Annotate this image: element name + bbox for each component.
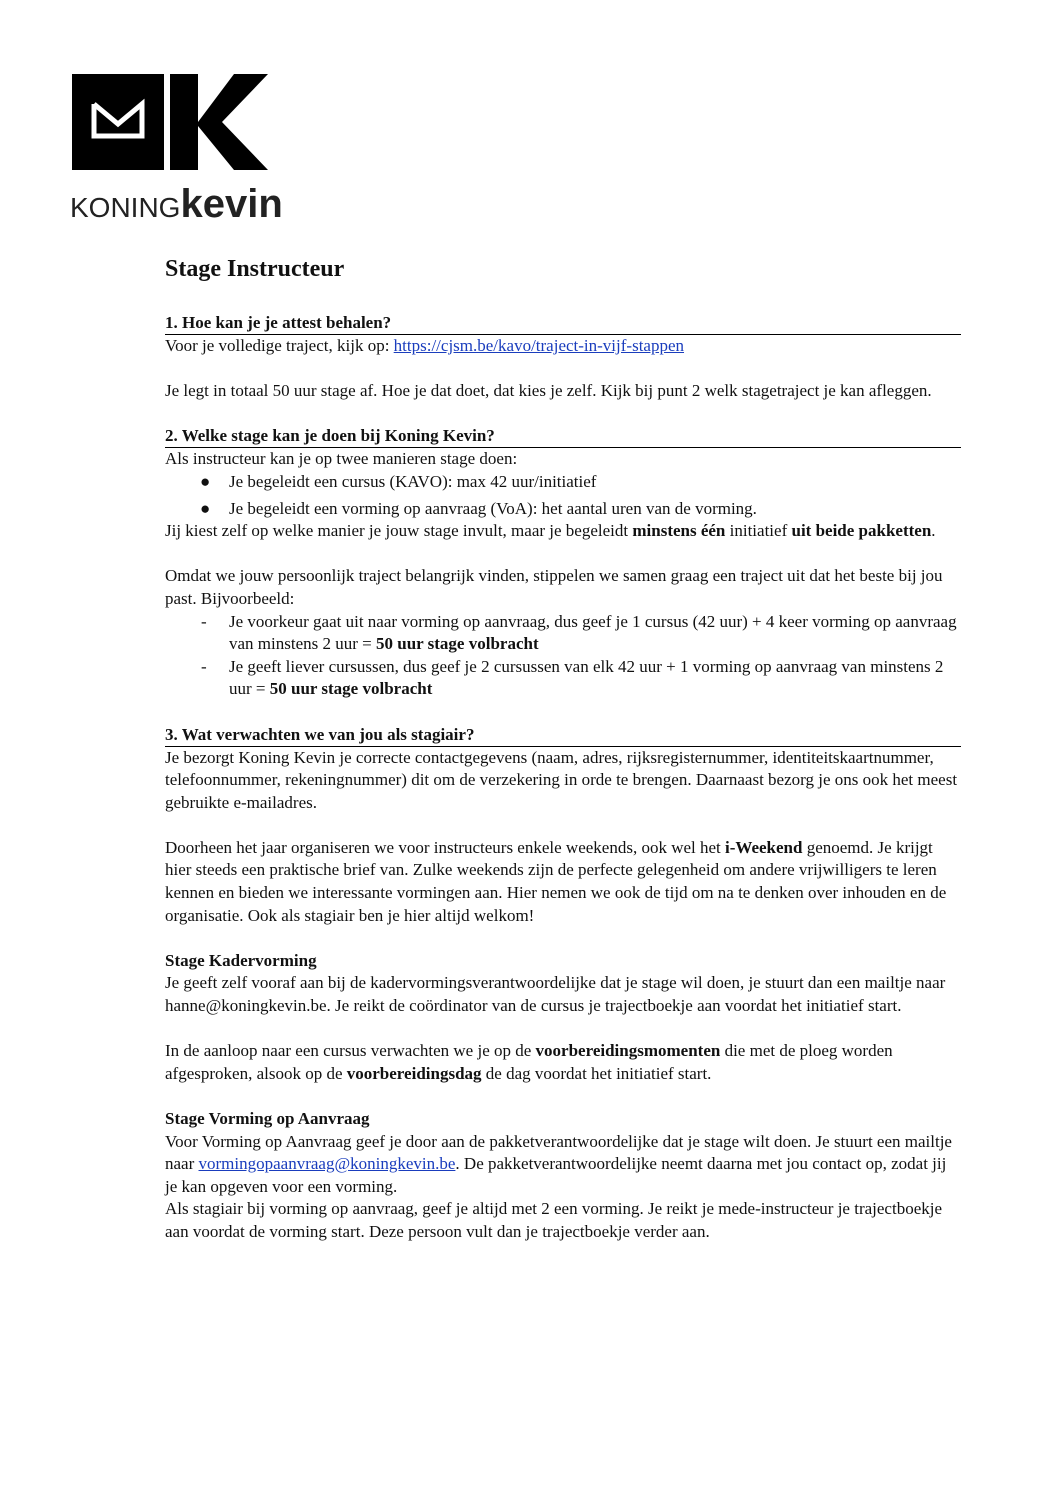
example-text: Je geeft liever cursussen, dus geef je 2 cursussen van elk 42 uur + 1 vorming op aanvraag van minstens 2 uur =	[229, 656, 944, 699]
kader-bold-a: voorbereidingsmomenten	[535, 1041, 721, 1061]
example-bold: 50 uur stage volbracht	[376, 634, 539, 654]
section-2-paragraph-choice	[165, 520, 961, 543]
choice-text-c: .	[931, 521, 936, 541]
kader-text-c: de dag voordat het initiatief start.	[481, 1063, 712, 1083]
document-body	[165, 254, 961, 1244]
logo-word-kevin: kevin	[180, 182, 283, 226]
choice-bold-a: minstens één	[632, 521, 726, 541]
voa-email-link[interactable]: vormingopaanvraag@koningkevin.be	[198, 1154, 456, 1174]
voa-text-b: . De pakketverantwoordelijke neemt daarna met jou contact op, zodat jij je kan opgeven voor een vorming.	[165, 1154, 947, 1196]
section-2-heading: 2. Welke stage kan je doen bij Koning Kevin?	[165, 425, 961, 448]
section-2-intro: Als instructeur kan je op twee manieren stage doen:	[165, 449, 518, 469]
section-3-paragraph-1: Je bezorgt Koning Kevin je correcte contactgegevens (naam, adres, rijksregisternummer, identiteitskaartnummer, telefoonnummer, rekeningnummer) dit om de verzekering in orde te brengen. Daarnaast bezorg je ons ook het meest gebruikte e-mailadres.	[165, 747, 958, 812]
voa-heading: Stage Vorming op Aanvraag	[165, 1109, 370, 1128]
section-1-paragraph-2: Je legt in totaal 50 uur stage af. Hoe je dat doet, dat kies je zelf. Kijk bij punt 2 welk stagetraject je kan afleggen.	[165, 381, 932, 401]
stage-options-list	[165, 471, 961, 520]
bullet-text: Je begeleidt een cursus (KAVO): max 42 uur/initiatief	[229, 471, 597, 491]
dash-icon: -	[201, 656, 207, 676]
logo-word-koning: KONING	[70, 192, 181, 223]
section-1-link-prefix: Voor je volledige traject, kijk op:	[165, 336, 394, 355]
example-bold: 50 uur stage volbracht	[269, 679, 433, 699]
list-item	[165, 611, 961, 656]
kadervorming-paragraph-2	[165, 1040, 961, 1085]
traject-link[interactable]: https://cjsm.be/kavo/traject-in-vijf-stappen	[393, 336, 685, 355]
choice-text-b: initiatief	[725, 521, 792, 541]
kader-bold-b: voorbereidingsdag	[346, 1063, 482, 1083]
weekend-bold: i-Weekend	[725, 837, 803, 857]
list-item	[165, 498, 961, 521]
voa-text-a: Voor Vorming op Aanvraag geef je door aan de pakketverantwoordelijke dat je stage wilt doen. Je stuurt een mailtje naar	[165, 1131, 952, 1174]
weekend-text-a: Doorheen het jaar organiseren we voor instructeurs enkele weekends, ook wel het	[165, 837, 726, 857]
list-item	[165, 471, 961, 494]
section-3-heading: 3. Wat verwachten we van jou als stagiair?	[165, 724, 961, 747]
voa-paragraph-1	[165, 1131, 961, 1199]
section-1-heading: 1. Hoe kan je je attest behalen?	[165, 312, 961, 335]
kader-text-a: In de aanloop naar een cursus verwachten we je op de	[165, 1041, 536, 1061]
example-text: Je voorkeur gaat uit naar vorming op aanvraag, dus geef je 1 cursus (42 uur) + 4 keer vorming op aanvraag van minstens 2 uur =	[229, 611, 957, 654]
bullet-icon: ●	[200, 471, 211, 491]
choice-bold-b: uit beide pakketten	[791, 521, 932, 541]
kader-text-b: die met de ploeg worden afgesproken, alsook op de	[165, 1041, 893, 1083]
dash-icon: -	[201, 611, 207, 631]
example-list	[165, 611, 961, 701]
bullet-icon: ●	[200, 498, 211, 518]
list-item	[165, 656, 961, 701]
kadervorming-paragraph-1: Je geeft zelf vooraf aan bij de kadervormingsverantwoordelijke dat je stage wil doen, je stuurt dan een mailtje naar hanne@koningkevin.be. Je reikt de coördinator van de cursus je trajectboekje aan voordat het initiatief start.	[165, 973, 946, 1016]
voa-paragraph-2: Als stagiair bij vorming op aanvraag, geef je altijd met 2 een vorming. Je reikt je mede-instructeur je trajectboekje aan voordat de vorming start. Deze persoon vult dan je trajectboekje verder aan.	[165, 1199, 943, 1241]
section-1-paragraph-1	[165, 335, 961, 358]
page-title: Stage Instructeur	[165, 256, 345, 282]
kadervorming-heading: Stage Kadervorming	[165, 950, 317, 970]
bullet-text: Je begeleidt een vorming op aanvraag (VoA): het aantal uren van de vorming.	[229, 498, 757, 518]
choice-text-a: Jij kiest zelf op welke manier je jouw stage invult, maar je begeleidt	[165, 521, 633, 541]
section-2-paragraph-example: Omdat we jouw persoonlijk traject belangrijk vinden, stippelen we samen graag een traject uit dat het beste bij jou past. Bijvoorbeeld:	[165, 566, 943, 608]
logo-wordmark	[70, 182, 283, 227]
section-3-paragraph-2	[165, 837, 961, 927]
weekend-text-b: genoemd. Je krijgt hier steeds een praktische brief van. Zulke weekends zijn de perfecte gelegenheid om andere vrijwilligers te leren kennen en bieden we interessante vormingen aan. Hier nemen we ook de tijd om na te denken over inhouden en de organisatie. Ook als stagiair ben je hier altijd welkom!	[165, 837, 947, 925]
